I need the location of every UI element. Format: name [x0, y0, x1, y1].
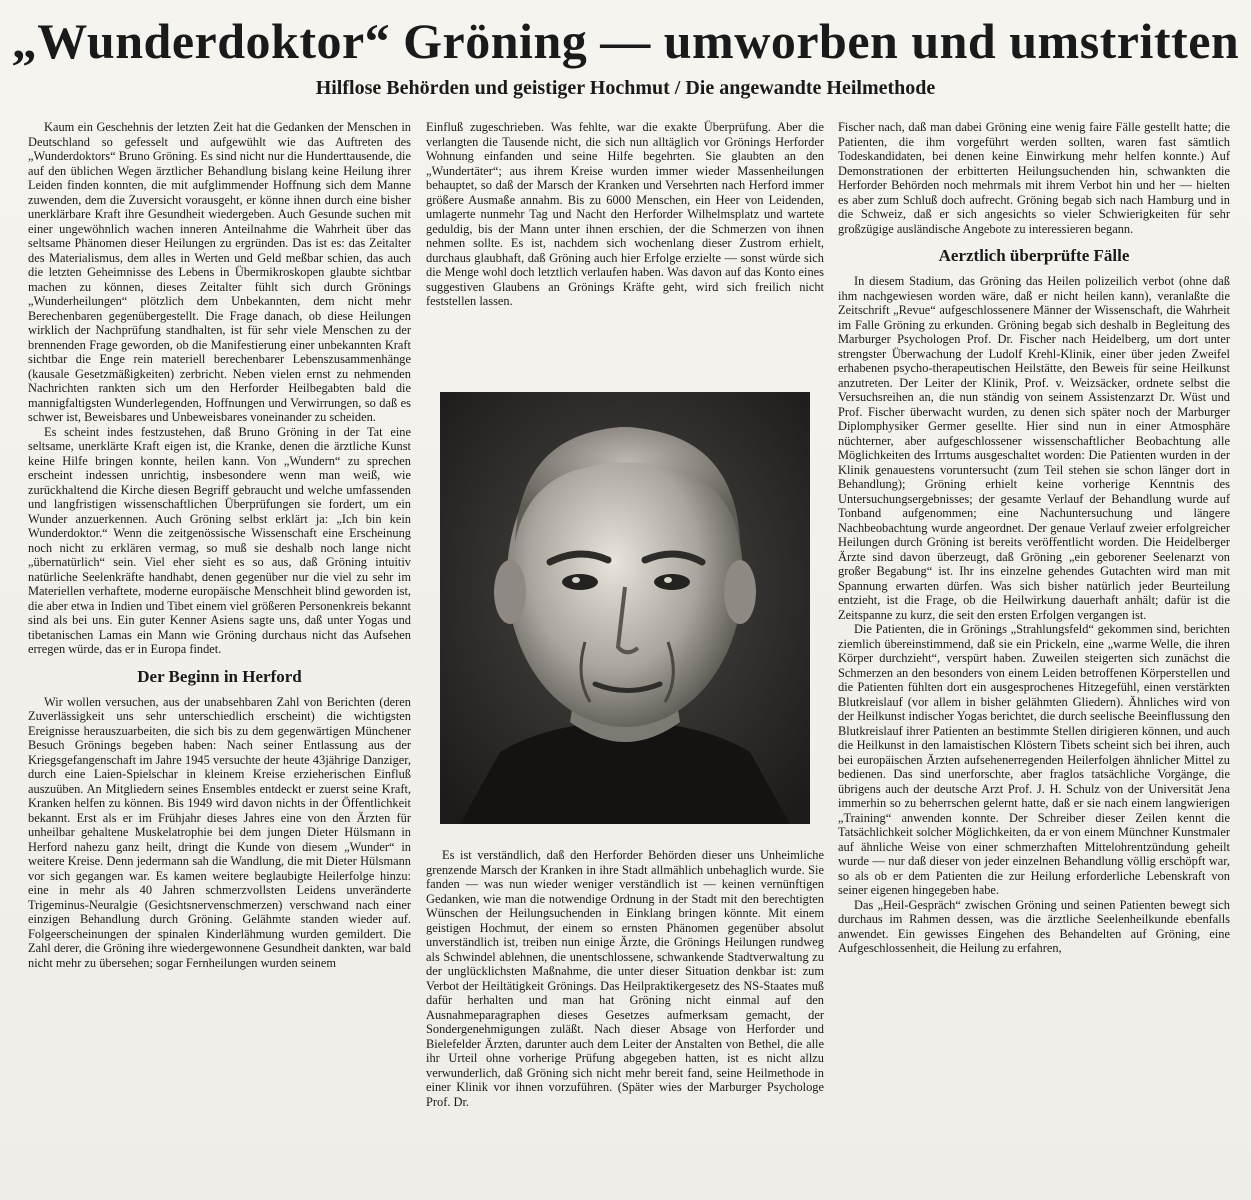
section-heading-herford: Der Beginn in Herford — [137, 666, 302, 686]
paragraph: Es scheint indes festzustehen, daß Bruno Gröning in der Tat eine seltsame, unerklärte Kraft eigen ist, die Kranke, denen die ärztliche Kunst keine Hilfe bringen konnte, heilen kann. Von „Wundern“ zu sprechen erscheint indessen unrichtig, insbesondere wenn man weiß, wie zurückhaltend die Kirche diesen Begriff gebraucht und welche umfassenden und langfristigen wissenschaftlichen Überprüfungen sie fordert, um ein Wunder anzuerkennen. Auch Gröning selbst erklärt ja: „Ich bin kein Wunderdoktor.“ Wenn die zeitgenössische Wissenschaft eine Erscheinung noch nicht zu erklären vermag, so muß sie deshalb noch lange nicht „übernatürlich“ sein. Viel eher sieht es so aus, daß Gröning intuitiv natürliche Seelenkräfte handhabt, denen gegenüber nur die viel zu sehr im Materiellen verhaftete, moderne europäische Menschheit blind geworden ist, die aber etwa in Indien und Tibet einem viel größeren Personenkreis bekannt sind als bei uns. Ein guter Kenner Asiens sagte uns, daß unter Yogas und tibetanischen Lamas ein Mann wie Gröning durchaus nicht das Aufsehen erregen würde, das er in Europa findet. — [28, 424, 411, 656]
paragraph: Die Patienten, die in Grönings „Strahlungsfeld“ gekommen sind, berichten ziemlich übereinstimmend, daß sie ein Prickeln, eine „warme Welle, die ihren Körper durchzieht“, verspürt haben. Zuweilen steigerten sich zunächst die Schmerzen an den besonders von einem Leiden betroffenen Körperstellen und die Patienten fühlten dort ein ausgesprochenes Hitzegefühl, einen verstärkten Blutkreislauf (vor allem in bisher gelähmten Gliedern). Ähnliches wird von der Heilkunst indischer Yogas berichtet, die durch seelische Beeinflussung den Blutkreislauf ihrer Patienten an bestimmte Stellen dirigieren können, und auch die Heilkunst in den lamaistischen Klöstern Tibets scheint sich bei ihren, auch bei europäischen Ärzten aufsehenerregenden Heilerfolgen ähnlicher Mittel zu bedienen. Das sind unerforschte, aber fraglos tatsächliche Vorgänge, die übrigens auch der deutsche Arzt Prof. J. H. Schulz von der Universität Jena immerhin so zu beherrschen gelernt hatte, daß er sie nach einem langwierigen „Training“ anwenden konnte. Der Schreiber dieser Zeilen kennt die Tatsächlichkeit solcher Möglichkeiten, da er von einem Münchner Kunstmaler auf ähnliche Weise von einer schmerzhaften Mittelohrentzündung geheilt wurde — nur daß dieser von jeder einzelnen Behandlung völlig erschöpft war, so als ob er dem Patienten die zur Heilung erforderliche Lebenskraft von seiner eigenen hingegeben habe. — [838, 622, 1230, 897]
column-2-top — [426, 120, 824, 370]
column-1 — [28, 120, 411, 1190]
article-headline: „Wunderdoktor“ Gröning — umworben und umstritten — [11, 13, 1240, 69]
paragraph: In diesem Stadium, das Gröning das Heilen polizeilich verbot (ohne daß ihm nachgewiesen worden wäre, daß er nicht heilen kann), veranlaßte die Zeitschrift „Revue“ aufgeschlossenere Männer der Wissenschaft, die Wahrheit im Falle Gröning zu erkunden. Gröning begab sich deshalb in Begleitung des Marburger Psychologen Prof. Dr. Fischer nach Heidelberg, um dort unter strengster Überwachung der Ludolf Krehl-Klinik, einer über jeden Zweifel erhabenen psycho-therapeutischen Heilstätte, den Beweis für seine Heilkunst anzutreten. Der Leiter der Klinik, Prof. v. Weizsäcker, ordnete selbst die Versuchsreihen an, die nun ständig von seinem Assistenzarzt Dr. Wüst und Prof. Fischer überwacht wurden, zu denen sich später noch der Marburger Diplomphysiker Germer gesellte. Hier sind nun in einer Atmosphäre nüchterner, aber aufgeschlossener wissenschaftlicher Beobachtung alle Möglichkeiten des Irrtums ausgeschaltet worden: Die Patienten wurden in der Klinik genauestens voruntersucht (zum Teil stehen sie schon länger dort in Behandlung); Gröning erhielt keine vorherige Kenntnis des Untersuchungsergebnisses; der gesamte Verlauf der Behandlung wurde auf Tonband aufgenommen; eine Nachuntersuchung und längere Nachbeobachtung wurde angeordnet. Der genaue Verlauf zweier erfolgreicher Heilungen durch Gröning ist bereits veröffentlicht worden. Die Heidelberger Ärzte sind davon überzeugt, daß Gröning „ein geborener Seelenarzt von großer Begabung“ ist. Ihr ins einzelne gehendes Gutachten wird man mit Spannung erwarten dürfen. Was sich bisher natürlich jeder Beurteilung entzieht, ist die Frage, ob die Heilwirkung dauerhaft anhält; dafür ist die Zeitspanne zu kurz, die seit den ersten Erfolgen vergangen ist. — [838, 274, 1230, 622]
section-heading-aerztlich: Aerztlich überprüfte Fälle — [938, 246, 1130, 265]
paragraph: Fischer nach, daß man dabei Gröning eine wenig faire Fälle gestellt hatte; die Patienten, die ihm vorgeführt werden sollten, waren fast sämtlich Todeskandidaten, bei denen keine Einwirkung mehr helfen konnte.) Auf Demonstrationen der erbitterten Heilungsuchenden hin, schwankten die Herforder Behörden noch mehrmals mit ihrem Verbot hin und her — hielten es aber zum Schluß doch aufrecht. Gröning begab sich nach Hamburg und in die Schweiz, daß er sich angesichts so vieler Schwierigkeiten für sehr großzügige ausländische Angebote zu interessieren begann. — [838, 120, 1230, 236]
portrait-photo — [440, 392, 810, 824]
paragraph: Einfluß zugeschrieben. Was fehlte, war die exakte Überprüfung. Aber die verlangten die Tausende nicht, die sich nun alltäglich vor Grönings Herforder Wohnung einfanden und seine Hilfe begehrten. Sie glaubten an den „Wundertäter“; aus ihrem Kreise wurden immer wieder Massenheilungen behauptet, so daß der Marsch der Kranken und Versehrten nach Herford immer größere Ausmaße annahm. Bis zu 6000 Menschen, ein Heer von Leidenden, umlagerte nunmehr Tag und Nacht den Herforder Wilhelmsplatz und wartete geduldig, bis der Mann unter ihnen erschien, der die Schmerzen von ihnen nehmen sollte. Es ist, nachdem sich wochenlang dieser Zustrom erhielt, durchaus glaubhaft, daß Gröning auch hier Erfolge erzielte — sonst würde sich die Menge wohl doch letztlich verlaufen haben. Was davon auf das Konto eines suggestiven Glaubens an Grönings Kräfte geht, wird sich freilich nicht feststellen lassen. — [426, 120, 824, 308]
paragraph: Es ist verständlich, daß den Herforder Behörden dieser uns Unheimliche grenzende Marsch der Kranken in ihre Stadt allmählich unbehaglich wurde. Sie fanden — was nun wieder weniger verständlich ist — keinen vernünftigen Gedanken, wie man die notwendige Ordnung in der Stadt mit den berechtigten Wünschen der Heilungsuchenden in Einklang bringen könnte. Mit einem geistigen Hochmut, der einem so ernsten Phänomen gegenüber absolut unverständlich ist, treiben nun einige Ärzte, die Grönings Heilungen rundweg als Schwindel ablehnen, die unentschlossene, schwankende Stadtverwaltung zu der unglücklichsten Maßnahme, die unter dieser Situation denkbar ist: zum Verbot der Heiltätigkeit Grönings. Das Heilpraktikergesetz des NS-Staates muß dafür herhalten und man hat Gröning nicht einmal auf den Ausnahmeparagraphen dieses Gesetzes aufmerksam gemacht, der Sondergenehmigungen zuläßt. Nach dieser Absage von Herforder und Bielefelder Ärzten, darunter auch dem Leiter der Anstalten von Bethel, die alle ihr Urteil ohne vorherige Prüfung abgegeben hatten, ist es nicht allzu verwunderlich, daß Gröning sich nicht mehr bereit fand, seine Heilmethode in einer Klinik vor ihnen vorzuführen. (Später wies der Marburger Psychologe Prof. Dr. — [426, 848, 824, 1109]
column-2-bottom — [426, 848, 824, 1196]
column-3 — [838, 120, 1230, 1192]
article-subheadline: Hilflose Behörden und geistiger Hochmut / Die angewandte Heilmethode — [315, 77, 936, 99]
portrait-photo-icon — [440, 392, 810, 824]
paragraph: Kaum ein Geschehnis der letzten Zeit hat die Gedanken der Menschen in Deutschland so gefesselt und aufgewühlt wie das Auftreten des „Wunderdoktors“ Bruno Gröning. Es sind nicht nur die Hunderttausende, die auf den üblichen Wegen ärztlicher Behandlung bislang keine Heilung ihrer Leiden finden konnten, die mit aufglimmender Hoffnung sich dem Manne zuwenden, dem die Zuversicht vorausgeht, er könne ihnen durch eine bisher unerklärbare Kraft ihre Gesundheit wiedergeben. Auch Gesunde suchen mit einer ungewöhnlich wachen inneren Anteilnahme die Wahrheit über das seltsame Phänomen dieser Heilungen zu ergründen. Das ist es: das Zeitalter des Materialismus, dem alles in Werten und Geld meßbar schien, das auch die letzten Geheimnisse des Lebens in Übermikroskopen glaubte sichtbar machen zu können, dieses Zeitalter fühlt sich durch Grönings „Wunderheilungen“ plötzlich dem Unbekannten, dem nicht mehr Berechenbaren gegenübergestellt. Die Frage danach, ob diese Heilungen wirklich der Nachprüfung standhalten, ist für sehr viele Menschen zu der brennenden Frage geworden, ob die Manifestierung einer unbekannten Kraft sichtbar die Enge rein materiell berechenbarer Lebenszusammenhänge (kausale Gesetzmäßigkeiten) zerbricht. Neben vielen ernst zu nehmenden Nachrichten rankten sich um den Herforder Heilbegabten bald die mannigfaltigsten Wunderlegenden, Hoffnungen und Verwirrungen, so daß es schwer ist, Beweisbares und Unbeweisbares voneinander zu scheiden. — [28, 120, 411, 424]
paragraph: Das „Heil-Gespräch“ zwischen Gröning und seinen Patienten bewegt sich durchaus im Rahmen dessen, was die ärztliche Seelenheilkunde ebenfalls anwendet. Ein gewisses Eingehen des Behandelten auf Gröning, eine Aufgeschlossenheit, die Heilung zu erfahren, — [838, 897, 1230, 955]
paragraph: Wir wollen versuchen, aus der unabsehbaren Zahl von Berichten (deren Zuverlässigkeit uns sehr unterschiedlich erscheint) die wichtigsten Ereignisse herauszuarbeiten, die sich bis zu dem gegenwärtigen Münchener Besuch Grönings begeben haben: Nach seiner Entlassung aus der Kriegsgefangenschaft im Jahre 1945 versuchte der heute 43jährige Danziger, durch eine Laien-Spielschar in kleinem Kreise erzieherischen Einfluß auszuüben. An Mitgliedern seines Ensembles entdeckt er zuerst seine Kraft, Kranken helfen zu können. Bis 1949 wird davon nichts in der Öffentlichkeit bekannt. Erst als er im Frühjahr dieses Jahres eine von den Ärzten für unheilbar gehaltene Muskelatrophie bei dem jungen Dieter Hülsmann in Herford nahezu ganz heilt, dringt die Kunde von diesem „Wunder“ in weitere Kreise. Denn jedermann sah die Wandlung, die mit Dieter Hülsmann vor sich gegangen war. Es kamen weitere beglaubigte Heilerfolge hinzu: eine in mehr als 40 Jahren schmerzvollsten Leidens unveränderte Trigeminus-Neuralgie (Gesichtsnervenschmerzen) verschwand nach einer einzigen Behandlung durch Gröning. Gelähmte standen wieder auf. Folgeerscheinungen der spinalen Kinderlähmung wurden gemildert. Die Zahl derer, die Gröning ihre wiedergewonnene Gesundheit dankten, war bald nicht mehr zu übersehen; sogar Fernheilungen wurden seinem — [28, 694, 411, 970]
